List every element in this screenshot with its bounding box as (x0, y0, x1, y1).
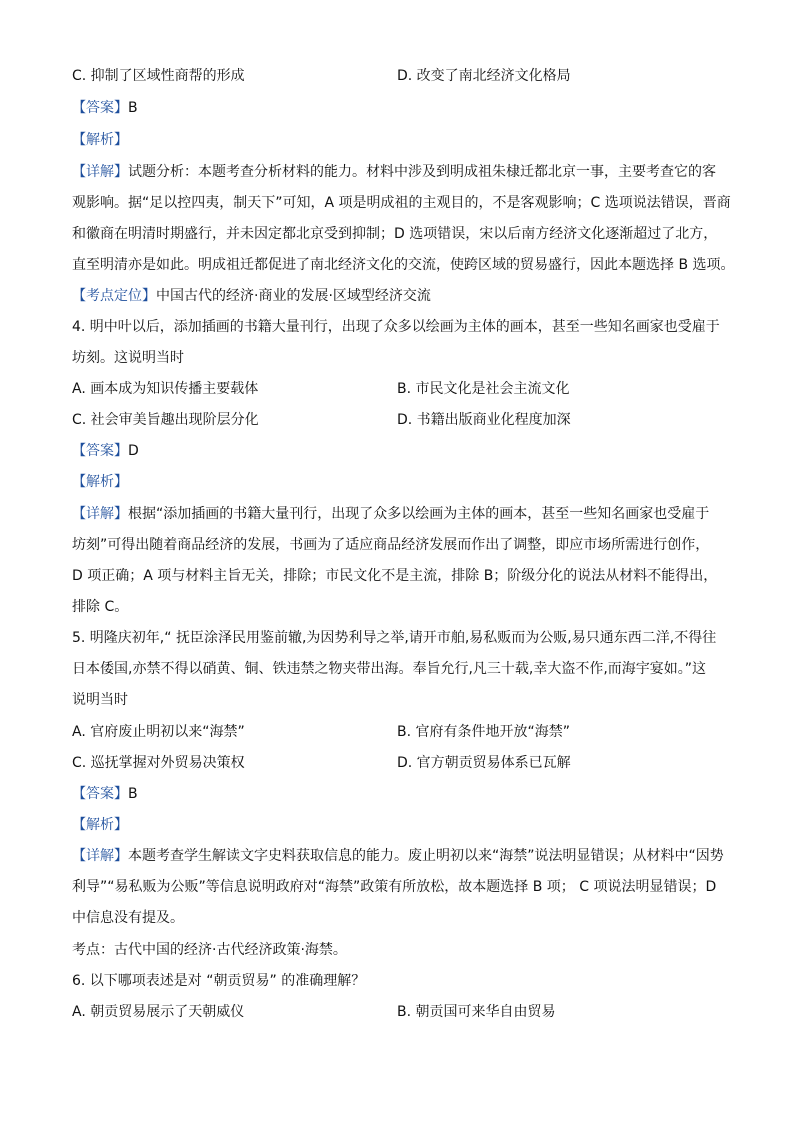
q5-option-a: A. 官府废止明初以来“海禁” (72, 724, 245, 740)
q5-option-d: D. 官方朝贡贸易体系已瓦解 (397, 755, 571, 771)
detail-tag: 【详解】 (72, 164, 128, 180)
q5-detail-line: 【详解】本题考查学生解读文字史料获取信息的能力。废止明初以来“海禁”说法明显错误；从材料中“因势 (72, 848, 724, 864)
q4-option-a: A. 画本成为知识传播主要载体 (72, 381, 259, 397)
q4-detail-line: 【详解】根据“添加插画的书籍大量刊行，出现了众多以绘画为主体的画本，甚至一些知名画家也受雇于 (72, 506, 710, 522)
q3-detail-line: 和徽商在明清时期盛行，并未因定都北京受到抑制；D 选项错误，宋以后南方经济文化逐渐超过了北方， (72, 226, 718, 242)
q4-stem-line: 4. 明中叶以后，添加插画的书籍大量刊行，出现了众多以绘画为主体的画本，甚至一些知名画家也受雇于 (72, 319, 720, 335)
q3-option-c: C. 抑制了区域性商帮的形成 (72, 68, 245, 84)
answer-tag: 【答案】 (72, 100, 128, 116)
q3-analysis-label: 【解析】 (72, 132, 128, 148)
q3-detail-line: 【详解】试题分析：本题考查分析材料的能力。材料中涉及到明成祖朱棣迁都北京一事，主要考查它的客 (72, 164, 716, 180)
q6-option-a: A. 朝贡贸易展示了天朝威仪 (72, 1004, 245, 1020)
q4-option-c: C. 社会审美旨趣出现阶层分化 (72, 412, 259, 428)
q4-stem-line: 坊刻。这说明当时 (72, 350, 184, 366)
q4-detail-line: 排除 C。 (72, 599, 129, 615)
q5-option-c: C. 巡抚掌握对外贸易决策权 (72, 755, 245, 771)
q5-detail-line: 中信息没有提及。 (72, 910, 184, 926)
q4-option-b: B. 市民文化是社会主流文化 (397, 381, 570, 397)
q6-stem: 6. 以下哪项表述是对 “朝贡贸易” 的准确理解？ (72, 973, 366, 989)
q5-option-b: B. 官府有条件地开放“海禁” (397, 724, 571, 740)
q3-answer (72, 98, 138, 118)
kp-tag: 【考点定位】 (72, 288, 156, 304)
q5-stem-line: 日本倭国,亦禁不得以硝黄、铜、铁违禁之物夹带出海。奉旨允行,凡三十载,幸大盗不作,而海宇宴如。”这 (72, 661, 707, 677)
answer-value: B (128, 100, 138, 116)
q4-detail-line: 坊刻”可得出随着商品经济的发展，书画为了适应商品经济发展而作出了调整，即应市场所需进行创作， (72, 537, 710, 553)
q3-option-d: D. 改变了南北经济文化格局 (397, 68, 571, 84)
q5-stem-line: 说明当时 (72, 692, 128, 708)
q4-detail-line: D 项正确；A 项与材料主旨无关，排除；市民文化不是主流，排除 B；阶级分化的说法从材料不能得出， (72, 568, 718, 584)
q5-knowledge-point: 考点：古代中国的经济·古代经济政策·海禁。 (72, 942, 347, 958)
q4-answer: 【答案】D (72, 443, 139, 459)
q6-option-b: B. 朝贡国可来华自由贸易 (397, 1004, 556, 1020)
q3-detail-line: 直至明清亦是如此。明成祖迁都促进了南北经济文化的交流，使跨区域的贸易盛行，因此本题选择 B 选项。 (72, 257, 735, 273)
q5-answer: 【答案】B (72, 786, 138, 802)
q3-knowledge-point: 【考点定位】中国古代的经济·商业的发展·区域型经济交流 (72, 288, 431, 304)
q4-analysis-label: 【解析】 (72, 474, 128, 490)
q4-option-d: D. 书籍出版商业化程度加深 (397, 412, 571, 428)
q5-analysis-label: 【解析】 (72, 817, 128, 833)
q5-stem-line: 5. 明隆庆初年,“ 抚臣涂泽民用鉴前辙,为因势利导之举,请开市舶,易私贩而为公贩,易只通东西二洋,不得往 (72, 630, 717, 646)
q5-detail-line: 利导”“易私贩为公贩”等信息说明政府对“海禁”政策有所放松，故本题选择 B 项； C 项说法明显错误；D (72, 879, 717, 895)
q3-detail-line: 观影响。据“足以控四夷，制天下”可知，A 项是明成祖的主观目的，不是客观影响；C 选项说法错误，晋商 (72, 195, 731, 211)
